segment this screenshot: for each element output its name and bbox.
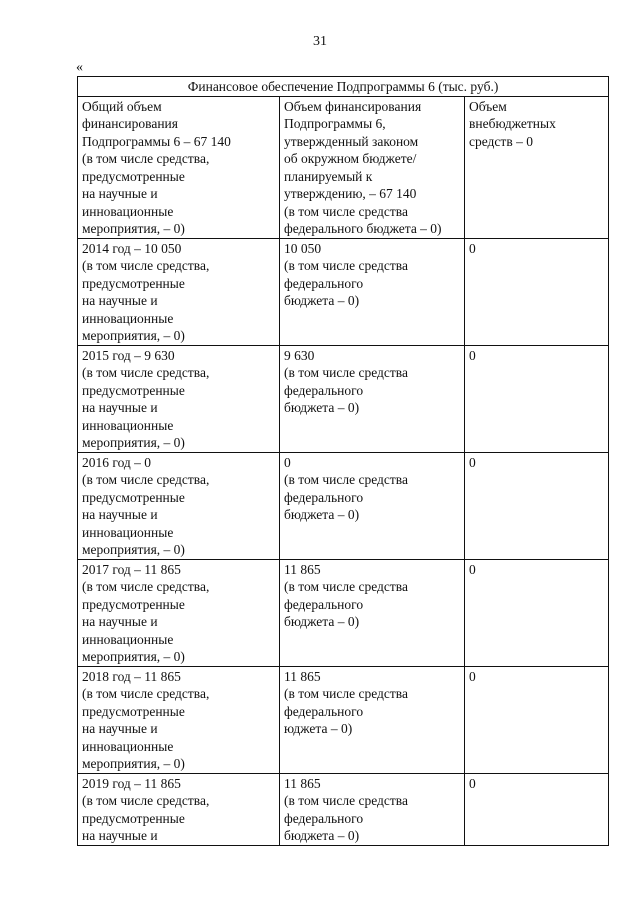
row-year-total	[78, 345, 280, 452]
table-row	[78, 773, 609, 845]
table-header-row	[78, 96, 609, 238]
row-extrabudgetary	[465, 345, 609, 452]
financing-table	[77, 76, 609, 846]
row-budget-amount	[280, 773, 465, 845]
header-total-volume-text: Общий объем финансирования Подпрограммы 6 – 67 140 (в том числе средства, предусмотренные на научные и инновационные мероприятия, – 0)	[82, 98, 231, 236]
header-total-volume	[78, 96, 280, 238]
opening-quote-mark: «	[76, 60, 83, 75]
cell-text: 2014 год – 10 050 (в том числе средства, предусмотренные на научные и инновационные мероприятия, – 0)	[82, 240, 210, 343]
table-row	[78, 452, 609, 559]
cell-text: 0 (в том числе средства федерального бюджета – 0)	[284, 454, 408, 522]
cell-text: 0	[469, 561, 476, 577]
header-extrabudgetary-text: Объем внебюджетных средств – 0	[469, 98, 556, 149]
row-year-total	[78, 238, 280, 345]
table-row	[78, 666, 609, 773]
row-extrabudgetary	[465, 559, 609, 666]
header-budget-volume	[280, 96, 465, 238]
cell-text: 2015 год – 9 630 (в том числе средства, предусмотренные на научные и инновационные мероприятия, – 0)	[82, 347, 210, 450]
table-row	[78, 238, 609, 345]
cell-text: 2016 год – 0 (в том числе средства, предусмотренные на научные и инновационные мероприятия, – 0)	[82, 454, 210, 557]
row-extrabudgetary	[465, 452, 609, 559]
table-title-row	[78, 77, 609, 97]
row-year-total	[78, 773, 280, 845]
cell-text: 2019 год – 11 865 (в том числе средства, предусмотренные на научные и	[82, 775, 210, 843]
cell-text: 2017 год – 11 865 (в том числе средства, предусмотренные на научные и инновационные мероприятия, – 0)	[82, 561, 210, 664]
cell-text: 11 865 (в том числе средства федерального юджета – 0)	[284, 668, 408, 736]
row-extrabudgetary	[465, 666, 609, 773]
cell-text: 2018 год – 11 865 (в том числе средства, предусмотренные на научные и инновационные мероприятия, – 0)	[82, 668, 210, 771]
row-extrabudgetary	[465, 238, 609, 345]
cell-text: 9 630 (в том числе средства федерального бюджета – 0)	[284, 347, 408, 415]
row-budget-amount	[280, 238, 465, 345]
cell-text: 0	[469, 240, 476, 256]
cell-text: 0	[469, 347, 476, 363]
row-budget-amount	[280, 666, 465, 773]
row-budget-amount	[280, 345, 465, 452]
table-row	[78, 345, 609, 452]
page-number: 31	[313, 34, 327, 49]
row-extrabudgetary	[465, 773, 609, 845]
cell-text: 0	[469, 668, 476, 684]
row-year-total	[78, 559, 280, 666]
row-year-total	[78, 666, 280, 773]
cell-text: 10 050 (в том числе средства федерального бюджета – 0)	[284, 240, 408, 308]
cell-text: 0	[469, 454, 476, 470]
header-extrabudgetary	[465, 96, 609, 238]
cell-text: 0	[469, 775, 476, 791]
cell-text: 11 865 (в том числе средства федерального бюджета – 0)	[284, 561, 408, 629]
header-budget-volume-text: Объем финансирования Подпрограммы 6, утвержденный законом об окружном бюджете/ планируемый к утверждению, – 67 140 (в том числе средства федерального бюджета – 0)	[284, 98, 442, 236]
row-budget-amount	[280, 559, 465, 666]
table-row	[78, 559, 609, 666]
cell-text: 11 865 (в том числе средства федерального бюджета – 0)	[284, 775, 408, 843]
table-title: Финансовое обеспечение Подпрограммы 6 (тыс. руб.)	[78, 77, 609, 97]
row-year-total	[78, 452, 280, 559]
row-budget-amount	[280, 452, 465, 559]
